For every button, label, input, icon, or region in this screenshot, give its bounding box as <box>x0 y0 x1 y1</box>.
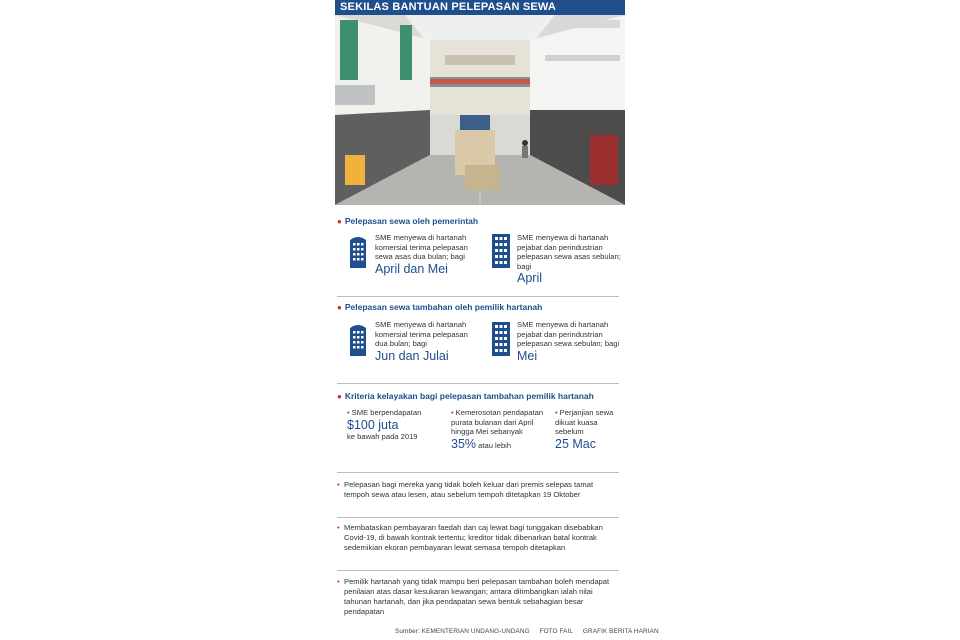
criterion-revenue-drop <box>451 408 546 451</box>
divider <box>337 517 619 518</box>
note-item <box>337 480 619 500</box>
criterion-text: Kemerosotan pendapatan purata bulanan dari April hingga Mei sebanyak <box>451 408 544 436</box>
bullet-icon: ● <box>337 217 342 226</box>
bullet-icon: • <box>347 408 350 417</box>
office-building-icon <box>490 234 512 268</box>
relief-text: SME menyewa di hartanah pejabat dan perindustrian pelepasan sewa asas sebulan; bagi <box>517 233 621 271</box>
office-building-icon <box>490 322 512 356</box>
source-credits <box>395 628 667 635</box>
criterion-value: 25 Mac <box>555 436 596 451</box>
divider <box>337 383 619 384</box>
section-heading-text: Pelepasan sewa tambahan oleh pemilik hartanah <box>344 302 543 312</box>
note-item <box>337 577 619 617</box>
bullet-icon: ● <box>337 303 342 312</box>
commercial-building-icon <box>347 322 369 356</box>
divider <box>337 296 619 297</box>
section-heading-criteria <box>337 391 594 401</box>
bullet-icon: ● <box>337 392 342 401</box>
relief-period: Jun dan Julai <box>375 348 449 363</box>
section-heading-landlord <box>337 302 542 312</box>
relief-period: April dan Mei <box>375 261 448 276</box>
bullet-icon: • <box>337 523 340 532</box>
bullet-icon: • <box>555 408 558 417</box>
note-text: Pemilik hartanah yang tidak mampu beri pelepasan tambahan boleh mendapat penilaian atas dasar kesukaran kewangan; antara ditimbangkan ialah nilai tahunan hartanah, dan jika pendapatan sewa bentuk sebahagian besar pendapatan <box>344 577 610 616</box>
criterion-text: ke bawah pada 2019 <box>347 431 418 441</box>
note-item <box>337 523 619 553</box>
note-text: Membataskan pembayaran faedah dan caj lewat bagi tunggakan disebabkan Covid-19, di bawah kontrak tertentu; kreditor tidak dibenarkan batal kontrak sedemikian ekoran pembayaran lewat semasa tempoh ditetapkan <box>344 523 603 552</box>
landlord-commercial-relief <box>375 320 475 363</box>
commercial-building-icon <box>347 234 369 268</box>
criterion-text: SME berpendapatan <box>351 408 422 417</box>
mall-interior-photo <box>335 15 625 205</box>
relief-text: SME menyewa di hartanah komersial terima pelepasan sewa asas dua bulan; bagi <box>375 233 468 261</box>
infographic <box>335 0 659 640</box>
government-office-relief <box>517 233 622 285</box>
bullet-icon: • <box>337 577 340 586</box>
note-text: Pelepasan bagi mereka yang tidak boleh keluar dari premis selepas tamat tempoh sewa atau lesen, atau sebelum tempoh ditetapkan 19 Oktober <box>344 480 594 499</box>
criterion-value: $100 juta <box>347 417 399 432</box>
relief-period: April <box>517 271 543 285</box>
criterion-text: atau lebih <box>478 440 512 450</box>
government-commercial-relief <box>375 233 480 276</box>
relief-text: SME menyewa di hartanah pejabat dan perindustrian pelepasan sewa sebulan; bagi <box>517 320 620 348</box>
section-heading-text: Kriteria kelayakan bagi pelepasan tambahan pemilik hartanah <box>344 391 594 401</box>
bullet-icon: • <box>451 408 454 417</box>
criterion-value: 35% <box>451 436 477 451</box>
criterion-revenue <box>347 408 442 441</box>
divider <box>337 472 619 473</box>
relief-period: Mei <box>517 348 538 363</box>
divider <box>337 570 619 571</box>
infographic-title: SEKILAS BANTUAN PELEPASAN SEWA <box>335 0 625 15</box>
criterion-agreement-date <box>555 408 623 451</box>
landlord-office-relief <box>517 320 622 363</box>
source-text: Sumber: KEMENTERIAN UNDANG-UNDANG <box>395 628 530 635</box>
section-heading-text: Pelepasan sewa oleh pemerintah <box>344 216 479 226</box>
section-heading-government <box>337 216 478 226</box>
criterion-text: Perjanjian sewa dikuat kuasa sebelum <box>555 408 614 436</box>
photo-credit: FOTO FAIL <box>539 628 574 635</box>
relief-text: SME menyewa di hartanah komersial terima pelepasan dua bulan; bagi <box>375 320 468 348</box>
bullet-icon: • <box>337 480 340 489</box>
graphic-credit: GRAFIK BERITA HARIAN <box>582 628 659 635</box>
